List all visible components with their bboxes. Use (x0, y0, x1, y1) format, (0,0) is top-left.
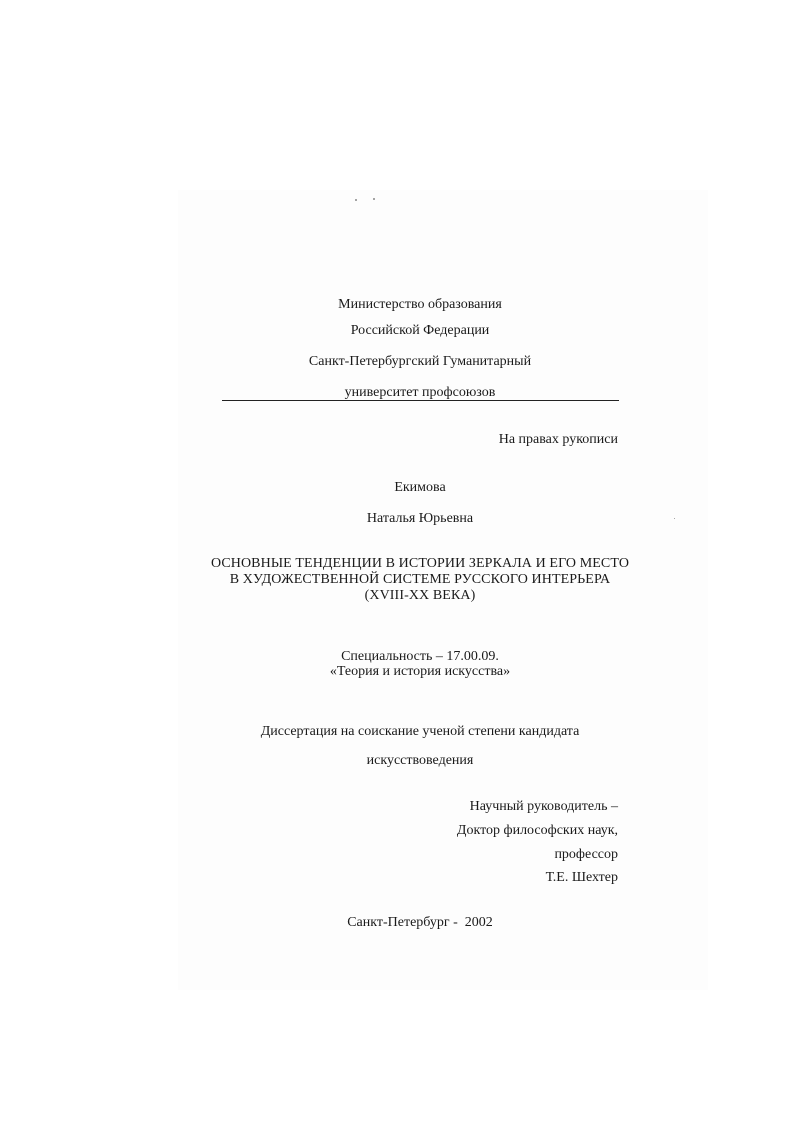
scan-speck (355, 199, 357, 201)
federation-line: Российской Федерации (350, 323, 490, 338)
title-line-1: ОСНОВНЫЕ ТЕНДЕНЦИИ В ИСТОРИИ ЗЕРКАЛА И ЕГО МЕСТО (210, 556, 630, 571)
dissertation-title (0, 556, 795, 604)
supervisor-label: Научный руководитель – (469, 799, 618, 814)
specialty-name: «Теория и история искусства» (329, 664, 511, 679)
title-line-3: (XVIII-XX ВЕКА) (364, 588, 476, 603)
dissertation-degree-line: Диссертация на соискание ученой степени кандидата (260, 724, 580, 739)
university-name-line: университет профсоюзов (344, 385, 496, 400)
supervisor-degree: Доктор философских наук, (456, 823, 618, 838)
title-line-2: В ХУДОЖЕСТВЕННОЙ СИСТЕМЕ РУССКОГО ИНТЕРЬЕРА (229, 572, 611, 587)
place-and-year: Санкт-Петербург - 2002 (347, 915, 493, 930)
manuscript-rights-note: На правах рукописи (498, 432, 618, 447)
author-surname: Екимова (394, 480, 446, 495)
ministry-line: Министерство образования (338, 297, 502, 312)
header-divider (222, 400, 619, 401)
specialty-code: Специальность – 17.00.09. (341, 649, 499, 664)
university-line: Санкт-Петербургский Гуманитарный (308, 354, 532, 369)
supervisor-title: профессор (554, 847, 618, 862)
scan-speck (373, 198, 375, 200)
supervisor-name: Т.Е. Шехтер (545, 870, 618, 885)
dissertation-field-line: искусствоведения (366, 753, 474, 768)
author-given-names: Наталья Юрьевна (366, 511, 474, 526)
